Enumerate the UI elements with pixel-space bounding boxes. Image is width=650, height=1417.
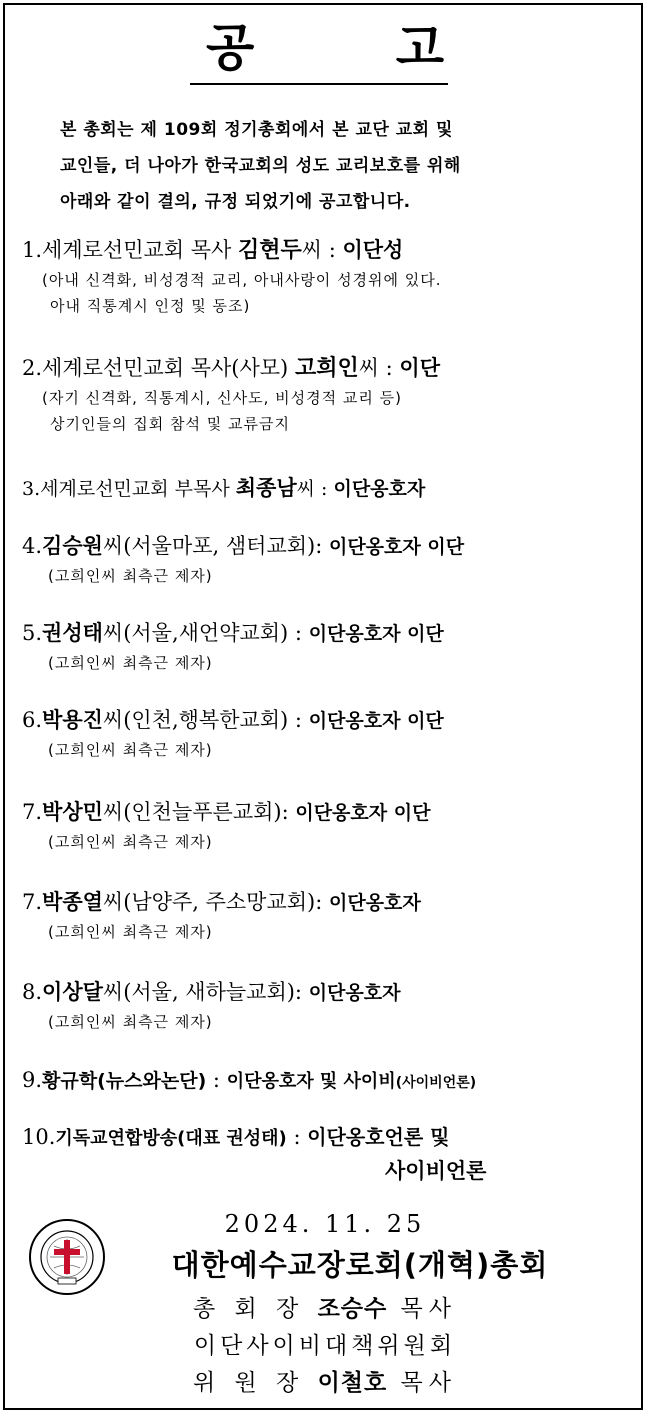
notice-item-8 — [22, 976, 637, 1035]
item-church: 세계로선민교회 부목사 — [40, 478, 236, 500]
item-number: 7. — [22, 800, 43, 824]
signature-chairman — [0, 1364, 650, 1397]
item-suffix: 씨 : — [301, 238, 343, 262]
item-number: 1. — [22, 238, 43, 262]
notice-item-4 — [22, 530, 637, 589]
item-church: 씨(인천,행복한교회) : — [102, 708, 309, 732]
item-number: 10. — [22, 1125, 56, 1149]
committee-name: 이단사이비대책위원회 — [193, 1333, 457, 1359]
item-church: 씨(서울마포, 샘터교회): — [102, 534, 329, 558]
item-church: 세계로선민교회 목사 — [42, 238, 238, 262]
item-number: 5. — [22, 621, 43, 645]
signature-title: 목사 — [387, 1296, 457, 1322]
item-suffix: : — [286, 1125, 308, 1149]
item-note: (사이비언론) — [395, 1075, 477, 1091]
item-verdict: 이단옹호자 — [328, 892, 421, 914]
intro-line: 아래와 같이 결의, 규정 되었기에 공고합니다. — [60, 192, 411, 212]
signature-president — [0, 1290, 650, 1323]
item-number: 3. — [22, 478, 41, 500]
intro-paragraph — [60, 112, 620, 220]
item-person-name: 최종남 — [235, 476, 297, 500]
item-verdict: 이단옹호자 — [308, 982, 401, 1004]
item-person-name: 박종열 — [42, 890, 103, 914]
item-detail: 아내 직통계시 인정 및 동조) — [50, 297, 251, 315]
intro-line: 교인들, 더 나아가 한국교회의 성도 교리보호를 위해 — [60, 156, 461, 176]
item-number: 8. — [22, 980, 43, 1004]
item-number: 4. — [22, 534, 43, 558]
item-church: 씨(서울, 새하늘교회): — [102, 980, 309, 1004]
item-number: 9. — [22, 1068, 43, 1092]
notice-item-7b — [22, 886, 637, 945]
item-person-name: 황규학(뉴스와논단) — [42, 1070, 207, 1092]
item-person-name: 고희인 — [294, 356, 359, 381]
item-detail: (고희인씨 최측근 제자) — [48, 567, 213, 585]
item-person-name: 권성태 — [42, 621, 103, 645]
signature-name: 이철호 — [317, 1370, 388, 1396]
item-person-name: 박용진 — [42, 708, 103, 732]
notice-item-1 — [22, 234, 637, 319]
item-verdict: 이단옹호자 이단 — [308, 710, 444, 732]
item-detail: (아내 신격화, 비성경적 교리, 아내사랑이 성경위에 있다. — [42, 271, 442, 289]
item-suffix: : — [206, 1068, 227, 1092]
item-verdict: 이단옹호자 이단 — [308, 623, 444, 645]
item-verdict: 이단옹호자 및 사이비 — [226, 1071, 396, 1092]
signature-label: 총 회 장 — [193, 1296, 318, 1322]
notice-item-6 — [22, 704, 637, 763]
item-person-name: 김승원 — [42, 534, 103, 558]
item-church: 씨(서울,새언약교회) : — [102, 621, 309, 645]
item-verdict: 이단옹호언론 및 — [307, 1125, 450, 1149]
item-detail: (고희인씨 최측근 제자) — [48, 741, 213, 759]
item-church: 씨(인천늘푸른교회): — [102, 800, 296, 824]
item-person-name: 박상민 — [42, 800, 103, 824]
notice-item-3 — [22, 472, 637, 505]
notice-item-5 — [22, 617, 637, 676]
notice-item-7 — [22, 796, 637, 855]
notice-item-9 — [22, 1064, 637, 1099]
item-detail: (고희인씨 최측근 제자) — [48, 654, 213, 672]
item-detail: (고희인씨 최측근 제자) — [48, 1013, 213, 1031]
page-title: 공 고 — [205, 18, 506, 77]
item-number: 2. — [22, 356, 43, 380]
item-church: 씨(남양주, 주소망교회): — [102, 890, 329, 914]
item-number: 7. — [22, 890, 43, 914]
item-verdict: 이단옹호자 — [333, 478, 426, 500]
notice-date: 2024. 11. 25 — [224, 1210, 426, 1238]
item-verdict: 이단성 — [342, 238, 404, 262]
item-detail: (자기 신격화, 직통계시, 신사도, 비성경적 교리 등) — [42, 389, 402, 407]
item-person-name: 김현두 — [237, 238, 302, 263]
item-person-name: 이상달 — [42, 980, 103, 1004]
item-verdict-continued: 사이비언론 — [385, 1159, 487, 1183]
item-detail: (고희인씨 최측근 제자) — [48, 833, 213, 851]
item-suffix: 씨 : — [358, 356, 400, 380]
signature-title: 목사 — [387, 1370, 457, 1396]
item-verdict: 이단옹호자 이단 — [328, 536, 465, 558]
signature-name: 조승수 — [317, 1296, 388, 1322]
item-organization: 기독교연합방송(대표 권성태) — [55, 1128, 287, 1149]
notice-item-2 — [22, 352, 637, 437]
title-underline — [190, 83, 448, 85]
item-suffix: 씨 : — [296, 478, 334, 500]
item-verdict: 이단옹호자 이단 — [295, 802, 431, 824]
item-verdict: 이단 — [399, 356, 440, 380]
intro-line: 본 총회는 제 109회 정기총회에서 본 교단 교회 및 — [60, 120, 453, 140]
notice-item-10 — [22, 1121, 637, 1155]
item-detail: (고희인씨 최측근 제자) — [48, 923, 213, 941]
item-church: 세계로선민교회 목사(사모) — [42, 356, 295, 380]
organization-name: 대한예수교장로회(개혁)총회 — [171, 1248, 549, 1282]
signature-label: 위 원 장 — [193, 1370, 318, 1396]
item-number: 6. — [22, 708, 43, 732]
item-detail: 상기인들의 집회 참석 및 교류금지 — [50, 415, 290, 433]
